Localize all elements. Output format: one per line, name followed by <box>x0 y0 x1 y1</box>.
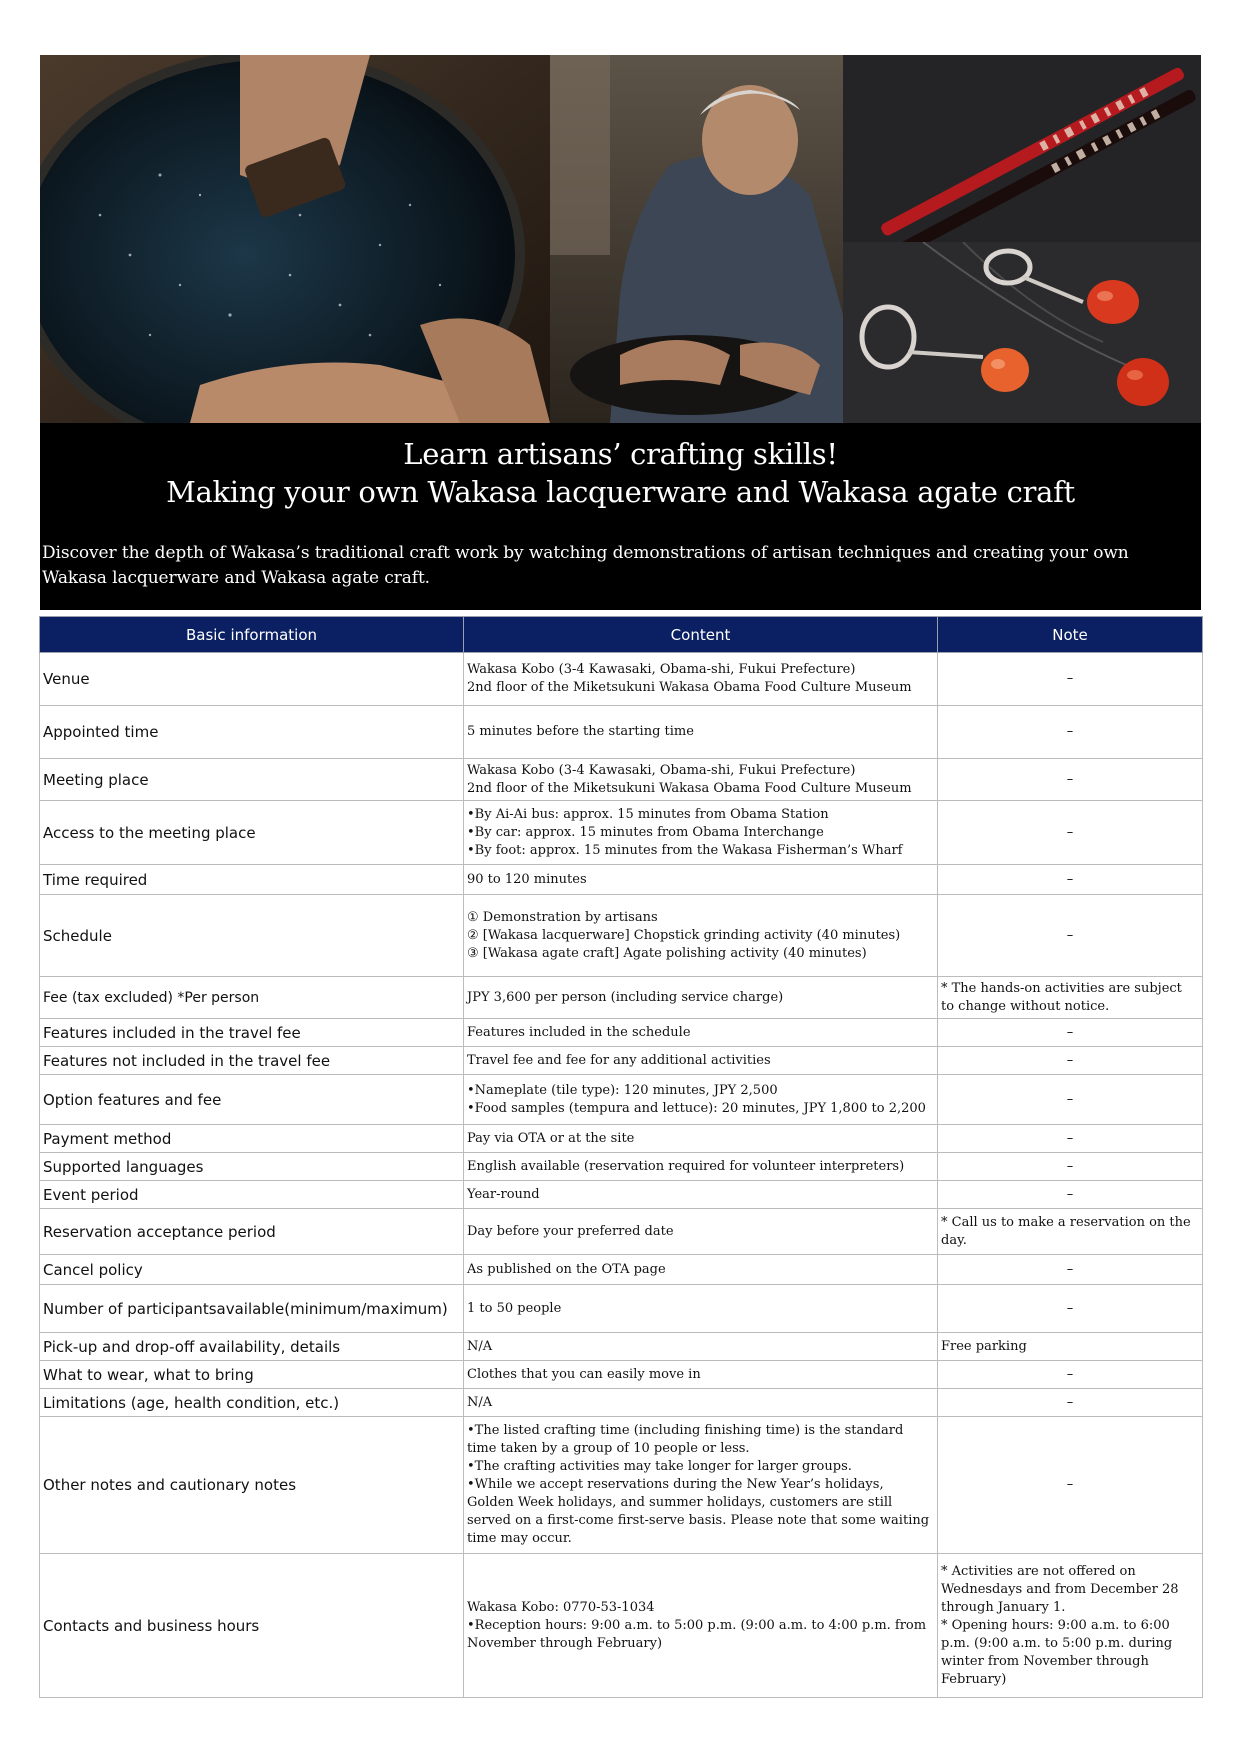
content-line: •By foot: approx. 15 minutes from the Wakasa Fisherman’s Wharf <box>467 842 903 858</box>
page-title <box>40 435 1201 511</box>
note-line: * The hands-on activities are subject to change without notice. <box>941 980 1182 1014</box>
content-line: Clothes that you can easily move in <box>467 1366 701 1382</box>
table-row <box>40 1047 1203 1075</box>
row-label: Supported languages <box>40 1153 464 1181</box>
table-row <box>40 1285 1203 1333</box>
note-line: – <box>1066 1261 1074 1277</box>
row-label: Event period <box>40 1181 464 1209</box>
row-content <box>464 1255 938 1285</box>
title-line-1: Learn artisans’ crafting skills! <box>403 437 838 471</box>
table-row <box>40 1361 1203 1389</box>
title-banner <box>40 423 1201 610</box>
content-line: 2nd floor of the Miketsukuni Wakasa Obama Food Culture Museum <box>467 680 912 695</box>
row-label: Reservation acceptance period <box>40 1209 464 1255</box>
table-body <box>40 653 1203 1698</box>
info-table <box>39 616 1203 1698</box>
table-row <box>40 1125 1203 1153</box>
note-line: – <box>1066 824 1074 840</box>
row-note <box>938 1554 1203 1698</box>
table-row <box>40 1417 1203 1554</box>
photo-agate-keychains <box>843 242 1201 423</box>
content-line: Year-round <box>467 1186 540 1202</box>
row-note <box>938 1333 1203 1361</box>
content-line: English available (reservation required for volunteer interpreters) <box>467 1158 905 1174</box>
row-label: Pick-up and drop-off availability, details <box>40 1333 464 1361</box>
table-row <box>40 1019 1203 1047</box>
content-line: •Nameplate (tile type): 120 minutes, JPY 2,500 <box>467 1082 778 1098</box>
row-content <box>464 653 938 706</box>
row-label: Fee (tax excluded) *Per person <box>40 977 464 1019</box>
row-note <box>938 1255 1203 1285</box>
note-line: – <box>1066 1091 1074 1107</box>
row-note <box>938 1209 1203 1255</box>
content-line: 1 to 50 people <box>467 1300 562 1316</box>
note-line: – <box>1066 1300 1074 1316</box>
note-line: Free parking <box>941 1338 1027 1354</box>
row-content <box>464 1333 938 1361</box>
row-content <box>464 1209 938 1255</box>
content-line: •Reception hours: 9:00 a.m. to 5:00 p.m. (9:00 a.m. to 4:00 p.m. from November through February) <box>467 1617 927 1651</box>
row-note <box>938 759 1203 801</box>
note-line: – <box>1066 1477 1074 1492</box>
row-content <box>464 1417 938 1554</box>
content-line: •By Ai-Ai bus: approx. 15 minutes from Obama Station <box>467 806 829 822</box>
table-row <box>40 1181 1203 1209</box>
row-note <box>938 977 1203 1019</box>
content-line: •Food samples (tempura and lettuce): 20 minutes, JPY 1,800 to 2,200 <box>467 1100 926 1116</box>
table-row <box>40 706 1203 759</box>
photo-artisan <box>550 55 843 423</box>
row-label: Venue <box>40 653 464 706</box>
content-line: Travel fee and fee for any additional activities <box>467 1052 771 1068</box>
row-content <box>464 1361 938 1389</box>
content-line: N/A <box>467 1394 493 1410</box>
content-line: ① Demonstration by artisans <box>467 909 658 925</box>
row-note <box>938 865 1203 895</box>
row-label: Features included in the travel fee <box>40 1019 464 1047</box>
row-note <box>938 1181 1203 1209</box>
table-row <box>40 759 1203 801</box>
note-line: – <box>1066 871 1074 887</box>
content-line: •The listed crafting time (including finishing time) is the standard time taken by a group of 10 people or less. <box>467 1423 904 1456</box>
title-line-2: Making your own Wakasa lacquerware and Wakasa agate craft <box>166 475 1075 509</box>
row-label: Time required <box>40 865 464 895</box>
note-line: – <box>1066 724 1074 739</box>
content-line: As published on the OTA page <box>467 1261 666 1277</box>
header-basic-information: Basic information <box>40 617 464 653</box>
content-line: •The crafting activities may take longer for larger groups. <box>467 1459 852 1474</box>
row-content <box>464 801 938 865</box>
table-row <box>40 865 1203 895</box>
note-line: * Call us to make a reservation on the day. <box>941 1214 1191 1248</box>
row-label: Option features and fee <box>40 1075 464 1125</box>
note-line: – <box>1066 1186 1074 1202</box>
row-content <box>464 1153 938 1181</box>
table-row <box>40 1153 1203 1181</box>
content-line: Features included in the schedule <box>467 1024 691 1040</box>
row-note <box>938 895 1203 977</box>
table-row <box>40 801 1203 865</box>
note-line: – <box>1066 927 1074 943</box>
note-line: * Opening hours: 9:00 a.m. to 6:00 p.m. (9:00 a.m. to 5:00 p.m. during winter from November through February) <box>941 1617 1173 1687</box>
note-line: – <box>1066 1052 1074 1068</box>
header-note: Note <box>938 617 1203 653</box>
row-content <box>464 1181 938 1209</box>
note-line: – <box>1066 671 1074 686</box>
intro-text: Discover the depth of Wakasa’s traditional craft work by watching demonstrations of artisan techniques and creating your own Wakasa lacquerware and Wakasa agate craft. <box>42 543 1129 588</box>
photo-lacquer-plate <box>40 55 550 423</box>
table-row <box>40 1333 1203 1361</box>
content-line: N/A <box>467 1338 493 1354</box>
row-label: Number of participantsavailable(minimum/maximum) <box>40 1285 464 1333</box>
note-line: – <box>1066 1394 1074 1410</box>
row-content <box>464 1075 938 1125</box>
row-note <box>938 1285 1203 1333</box>
row-note <box>938 1361 1203 1389</box>
content-line: •By car: approx. 15 minutes from Obama Interchange <box>467 824 824 840</box>
row-note <box>938 1047 1203 1075</box>
content-line: Pay via OTA or at the site <box>467 1130 635 1146</box>
row-content <box>464 1019 938 1047</box>
row-label: What to wear, what to bring <box>40 1361 464 1389</box>
row-label: Other notes and cautionary notes <box>40 1417 464 1554</box>
row-label: Features not included in the travel fee <box>40 1047 464 1075</box>
photo-collage <box>40 55 1201 423</box>
content-line: 2nd floor of the Miketsukuni Wakasa Obama Food Culture Museum <box>467 780 912 796</box>
note-line: – <box>1066 1130 1074 1146</box>
table-row <box>40 1075 1203 1125</box>
row-note <box>938 1389 1203 1417</box>
note-line: – <box>1066 1366 1074 1382</box>
table-row <box>40 1554 1203 1698</box>
row-label: Payment method <box>40 1125 464 1153</box>
row-label: Meeting place <box>40 759 464 801</box>
content-line: ③ [Wakasa agate craft] Agate polishing activity (40 minutes) <box>467 945 867 961</box>
row-content <box>464 759 938 801</box>
note-line: – <box>1066 1024 1074 1040</box>
table-row <box>40 1255 1203 1285</box>
row-content <box>464 977 938 1019</box>
row-label: Schedule <box>40 895 464 977</box>
row-note <box>938 1125 1203 1153</box>
row-content <box>464 1389 938 1417</box>
row-content <box>464 1285 938 1333</box>
row-content <box>464 1047 938 1075</box>
note-line: – <box>1066 1158 1074 1174</box>
row-label: Cancel policy <box>40 1255 464 1285</box>
content-line: JPY 3,600 per person (including service charge) <box>467 989 784 1005</box>
row-content <box>464 865 938 895</box>
note-line: – <box>1066 771 1074 787</box>
row-label: Limitations (age, health condition, etc.) <box>40 1389 464 1417</box>
table-row <box>40 1389 1203 1417</box>
row-content <box>464 706 938 759</box>
table-row <box>40 895 1203 977</box>
row-note <box>938 801 1203 865</box>
row-label: Access to the meeting place <box>40 801 464 865</box>
row-note <box>938 1417 1203 1554</box>
row-note <box>938 653 1203 706</box>
content-line: Wakasa Kobo (3-4 Kawasaki, Obama-shi, Fukui Prefecture) <box>467 762 856 778</box>
content-line: 5 minutes before the starting time <box>467 724 694 739</box>
row-note <box>938 1153 1203 1181</box>
table-header-row <box>40 617 1203 653</box>
table-row <box>40 653 1203 706</box>
row-label: Appointed time <box>40 706 464 759</box>
content-line: 90 to 120 minutes <box>467 871 587 887</box>
row-note <box>938 1075 1203 1125</box>
content-line: Day before your preferred date <box>467 1223 674 1239</box>
row-content <box>464 1125 938 1153</box>
content-line: •While we accept reservations during the New Year’s holidays, Golden Week holidays, and summer holidays, customers are still served on a first-come first-serve basis. Please note that some waiting time may occur. <box>467 1477 930 1546</box>
content-line: Wakasa Kobo (3-4 Kawasaki, Obama-shi, Fukui Prefecture) <box>467 662 856 677</box>
table-row <box>40 1209 1203 1255</box>
note-line: * Activities are not offered on Wednesdays and from December 28 through January 1. <box>941 1563 1179 1615</box>
row-label: Contacts and business hours <box>40 1554 464 1698</box>
photo-chopsticks <box>843 55 1201 242</box>
row-note <box>938 706 1203 759</box>
table-row <box>40 977 1203 1019</box>
row-note <box>938 1019 1203 1047</box>
content-line: Wakasa Kobo: 0770-53-1034 <box>467 1599 655 1615</box>
content-line: ② [Wakasa lacquerware] Chopstick grinding activity (40 minutes) <box>467 927 901 943</box>
row-content <box>464 1554 938 1698</box>
row-content <box>464 895 938 977</box>
header-content: Content <box>464 617 938 653</box>
